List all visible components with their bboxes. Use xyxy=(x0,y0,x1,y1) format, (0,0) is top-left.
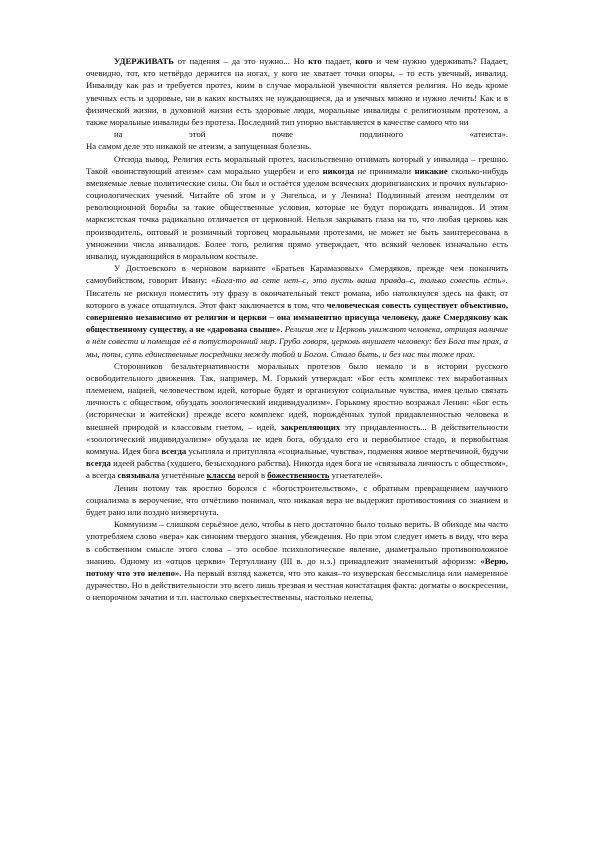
paragraph-6 xyxy=(86,518,508,603)
paragraph-1 xyxy=(86,55,508,128)
text-run: У Достоевского в черновом варианте «Братьев Карамазовых» Смердяков, прежде чем покончить самоубийством, говорит Ивану: xyxy=(86,263,508,286)
document-page xyxy=(86,55,508,603)
word: почве xyxy=(271,129,294,140)
emphasis: человеческая совесть существует объективно, совершенно независимо от религии и церкви – она имманентно присуща человеку, даже Смердякову как общественному существу, а не «дарована свыше». xyxy=(86,299,508,335)
lead-word: УДЕРЖИВАТЬ xyxy=(114,56,174,66)
emphasis: всегда xyxy=(86,458,111,469)
word: «атеиста». xyxy=(469,129,508,140)
emphasis: «Верю, потому что это нелепо». xyxy=(86,555,508,578)
text-run: от падения – да это нужно... Но xyxy=(173,56,309,66)
spread-line xyxy=(86,128,508,140)
emphasis: классы xyxy=(206,470,236,481)
emphasis: связывала xyxy=(117,470,160,481)
emphasis: всегда xyxy=(161,446,187,456)
text-run: Коммунизм – слишком серьёзное дело, чтобы в него достаточно было только верить. В обиходе мы часто употребляем слово «вера» как синоним твердого знания, убеждения. Но при этом следует иметь в виду, что вера в собственном смысле этого слова – это особое психологическое явление, диаметрально противоположное знанию. Одному из «отцов церкви» Тертуллиану (III в. до н.э.) принадлежит знаменитый афоризм: xyxy=(86,519,508,566)
paragraph-2 xyxy=(86,153,508,263)
word: подлинного xyxy=(359,129,404,140)
quote: «Бога-то ва сете нет–с, это пусть ваша правда–с, только совесть есть». xyxy=(211,275,508,286)
paragraph-3 xyxy=(86,262,508,360)
text-run: Религия же и Церковь унижают человека, отрицая наличие в нём совести и помещая её в потусторонний мир. Грубо говоря, церковь внушает человеку: без Бога ты прах, а мы, попы, суть единственные посредники между тобой и Богом. Стало быть, и без нас ты тоже прах. xyxy=(86,324,508,359)
text-run: На первый взгляд кажется, что это какая–то изуверская бессмыслица или намеренное дурачество. Но в действительности это всего лишь трезвая и честная констатация факта: догматы о воскресении, о непорочном зачатии и т.п. настолько сверхъестественны, настолько нелепы, xyxy=(86,567,508,603)
paragraph-1-end xyxy=(86,140,508,152)
text-run: На самом деле это никакой не атеизм, а запущенная болезнь. xyxy=(86,141,312,152)
text-run: и чем нужно удерживать? Падает, очевидно, тот, кто нетвёрдо держится на ногах, у кого не хватает точки опоры, – то есть увечный, инвалид. Инвалиду как раз и требуется протез, коим в случае моральной увечности является религия. Но ведь кроме увечных есть и здоровые, ни в каких костылях не нуждающиеся, да и увечных можно и нужно лечить! Как и в физической жизни, в духовной жизни есть здоровые люди, моральные инвалиды с религиозным протезом, а также моральные инвалиды без протеза. Последний тип упорно выставляется в качестве самого что ни xyxy=(86,56,509,127)
text-run: Ленин потому так яростно боролся с «богостроительством», с обратным превращением научного социализма в вероучение, что отчётливо понимал, что никакая вера не выдержит противостояния со знанием и будет рано или поздно низвергнута. xyxy=(86,482,508,517)
word: на xyxy=(114,129,123,140)
text-run: угнетателей». xyxy=(329,470,383,481)
emphasis: кто xyxy=(308,56,322,66)
emphasis: никакие xyxy=(414,165,448,176)
paragraph-5 xyxy=(86,482,508,519)
emphasis: кого xyxy=(355,56,373,66)
emphasis: закрепляющих xyxy=(280,421,341,432)
text-run: идеей рабства (худшего, безысходного рабства). Никогда идея бога не «связывала личность с обществом», а всегда xyxy=(86,458,508,481)
text-run: Писатель не рискнул поместить эту фразу в окончательный текст романа, ибо натолкнулся здесь на факт, от которого в ужасе отшатнулся. Этот факт заключается в том, что xyxy=(86,287,508,310)
text-run: верой в xyxy=(235,470,268,481)
text-run: сколько-нибудь вменяемые левые политические силы. Он был и остаётся уделом всяческих дюрингианских и прочих вульгарно-социологических учений. Читайте об этом и у Энгельса, и у Ленина! Подлинный атеизм неотделим от революционной борьбы за такие общественные условия, которые не будут порождать инвалидов. И этим марксистская точка радикально отличается от церковной. Нельзя закрывать глаза на то, что любая церковь как производитель, оптовый и розничный торговец моральными протезами, не может не быть заинтересована в умножении числа инвалидов. Более того, религия прямо утверждает, что всякий человек изначально есть инвалид, нуждающийся в моральном костыле. xyxy=(86,165,508,261)
text-run: эту придавленность... В действительности «зоологический индивидуализм» обуздала не идея бога, обуздало его и первобытное стадо, и первобытная коммуна. Идея бога xyxy=(86,421,508,456)
word: этой xyxy=(189,129,206,140)
text-run: не принимали xyxy=(354,165,415,176)
paragraph-4 xyxy=(86,360,508,482)
text-run: угнетённые xyxy=(159,470,207,481)
text-run: Отсюда вывод. Религия есть моральный протез, насильственно отнимать который у инвалида – грешно. Такой «воинствующий атеизм» сам морально ущербен и его xyxy=(86,153,508,176)
text-run: усыпляла и притупляла «социальные, чувства», подменяя живое мертвечиной, будучи xyxy=(186,446,508,456)
emphasis: божественность xyxy=(267,470,330,481)
text-run: падает, xyxy=(321,56,356,66)
emphasis: никогда xyxy=(322,165,355,176)
text-run: Сторонников безальтернативности моральных протезов было немало и в истории русского освободительного движения. Так, например, М. Горький утверждал: «Бог есть комплекс тех выработанных племенем, нацией, человечеством идей, которые будят и организуют социальные чувства, имея целью связать личность с обществом, обуздать зоологический индивидуализм». Горькому яростно возражал Ленин: «Бог есть (исторически и житейски} прежде всего комплекс идей, порождённых тупой придавленностью человека и внешней природой и классовым гнетом, – идей, xyxy=(86,360,508,432)
